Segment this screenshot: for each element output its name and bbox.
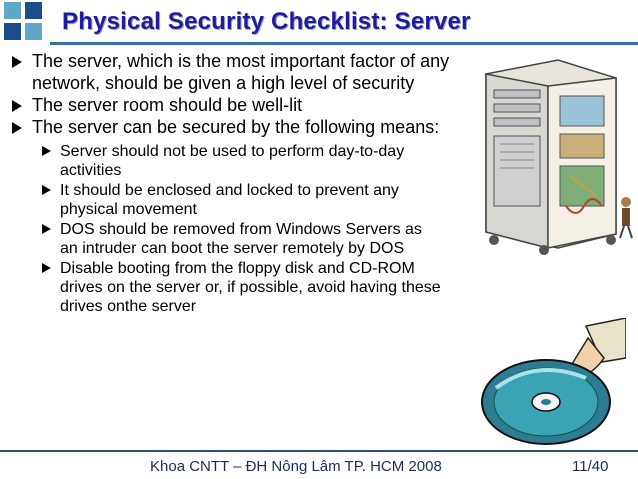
footer-divider xyxy=(0,450,638,452)
footer-text: Khoa CNTT – ĐH Nông Lâm TP. HCM 2008 xyxy=(150,458,442,475)
sub-bullet-item xyxy=(0,220,430,258)
triangle-bullet-icon xyxy=(42,185,51,195)
bullet-text: The server room should be well-lit xyxy=(32,95,303,115)
triangle-bullet-icon xyxy=(12,56,22,68)
sub-bullet-text: It should be enclosed and locked to prevent any physical movement xyxy=(60,182,399,218)
sub-bullet-text: Server should not be used to perform day-to-day activities xyxy=(60,143,405,179)
triangle-bullet-icon xyxy=(42,146,51,156)
sub-bullet-text: DOS should be removed from Windows Servers as an intruder can boot the server remotely by DOS xyxy=(60,221,422,257)
sub-bullet-item xyxy=(0,142,452,180)
bullet-item xyxy=(0,94,470,116)
bullet-item xyxy=(0,116,452,138)
logo-square xyxy=(25,23,42,40)
logo-square xyxy=(4,23,21,40)
triangle-bullet-icon xyxy=(42,263,51,273)
bullet-text: The server can be secured by the following means: xyxy=(32,117,440,137)
sub-bullet-item xyxy=(0,181,452,219)
squares-logo xyxy=(4,2,44,42)
logo-square xyxy=(4,2,21,19)
hand-cd-clipart xyxy=(476,318,626,448)
triangle-bullet-icon xyxy=(12,122,22,134)
sub-bullet-text: Disable booting from the floppy disk and CD-ROM drives on the server or, if possible, avoid having these drives onthe server xyxy=(60,260,441,315)
logo-square xyxy=(25,2,42,19)
page-number: 11/40 xyxy=(572,458,609,475)
server-rack-clipart xyxy=(466,56,636,256)
triangle-bullet-icon xyxy=(12,100,22,112)
bullet-item xyxy=(0,50,470,94)
slide-title: Physical Security Checklist: Server xyxy=(62,8,471,35)
triangle-bullet-icon xyxy=(42,224,51,234)
slide-content xyxy=(0,50,470,317)
sub-bullet-item xyxy=(0,259,445,316)
bullet-text: The server, which is the most important factor of any network, should be given a high level of security xyxy=(32,51,450,93)
title-divider xyxy=(50,42,638,45)
